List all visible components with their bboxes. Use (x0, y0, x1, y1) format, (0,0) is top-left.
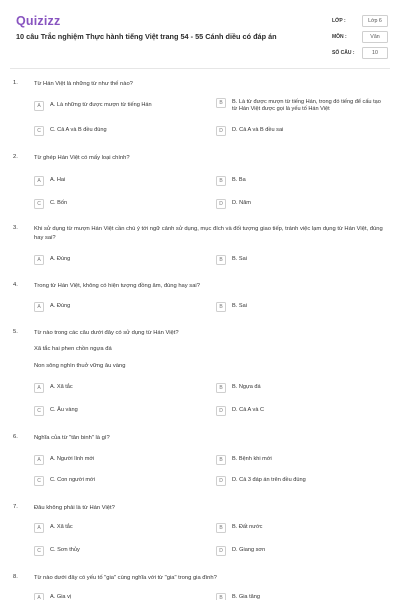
option-b[interactable] (216, 176, 386, 186)
worksheet-title: 10 câu Trắc nghiệm Thực hành tiếng Việt trang 54 - 55 Cánh diều có đáp án (16, 32, 277, 41)
option-letter: B (216, 455, 226, 465)
option-c[interactable] (34, 126, 204, 136)
option-text: B. Ngựa đá (232, 384, 261, 390)
option-a[interactable] (34, 593, 204, 600)
question-text: Từ nào trong các câu dưới đây có sử dụng từ Hán Việt? (34, 330, 179, 336)
question-text: Từ nào dưới đây có yếu tố "gia" cùng nghĩa với từ "gia" trong gia đình? (34, 575, 217, 581)
option-text: C. Con người mới (50, 477, 95, 483)
option-text: C. Âu vàng (50, 407, 78, 413)
option-letter: B (216, 523, 226, 533)
option-d[interactable] (216, 199, 386, 209)
question-text: Trong từ Hán Việt, không có hiện tượng đồng âm, đúng hay sai? (34, 283, 200, 289)
option-letter: C (34, 546, 44, 556)
option-a[interactable] (34, 302, 204, 312)
option-b[interactable] (216, 383, 386, 393)
option-letter: A (34, 176, 44, 186)
option-letter: A (34, 455, 44, 465)
question-text: Đâu không phải là từ Hán Việt? (34, 505, 115, 511)
question-number: 7. (13, 504, 18, 510)
question-text: Khi sử dụng từ mượn Hán Việt cần chú ý tới ngữ cảnh sử dụng, mục đích và đối tượng giao tiếp, tránh việc lạm dụng từ Hán Việt, đúng hay sai? (34, 226, 383, 241)
header-divider (10, 68, 390, 69)
option-text: A. Hai (50, 177, 66, 183)
option-a[interactable] (34, 176, 204, 186)
question-number: 6. (13, 434, 18, 440)
question-number: 4. (13, 282, 18, 288)
meta-value-question-count: 10 (362, 47, 388, 59)
option-text: A. Gia vị (50, 594, 72, 600)
option-text: B. Sai (232, 303, 247, 309)
option-letter: A (34, 523, 44, 533)
option-text: D. Cả A và B đều sai (232, 127, 284, 133)
option-c[interactable] (34, 476, 204, 486)
option-a[interactable] (34, 455, 204, 465)
option-text: C. Cả A và B đều đúng (50, 127, 107, 133)
question-text: Từ Hán Việt là những từ như thế nào? (34, 81, 133, 87)
question-number: 2. (13, 154, 18, 160)
question-2 (0, 154, 400, 214)
option-text: A. Xã tắc (50, 524, 73, 530)
option-c[interactable] (34, 406, 204, 416)
option-letter: A (34, 302, 44, 312)
question-5 (0, 329, 400, 424)
question-6 (0, 434, 400, 494)
option-a[interactable] (34, 101, 204, 111)
option-text: B. Bệnh khi mới (232, 456, 272, 462)
option-b[interactable] (216, 302, 386, 312)
worksheet-meta (332, 14, 388, 62)
option-letter: B (216, 98, 226, 108)
option-d[interactable] (216, 476, 386, 486)
option-d[interactable] (216, 126, 386, 136)
question-number: 1. (13, 80, 18, 86)
option-text: D. Năm (232, 200, 251, 206)
meta-label: MÔN : (332, 33, 347, 40)
option-b[interactable] (216, 593, 386, 600)
question-1 (0, 80, 400, 134)
option-letter: C (34, 406, 44, 416)
worksheet-header (0, 0, 400, 68)
question-text: Từ ghép Hán Việt có mấy loại chính? (34, 155, 130, 161)
option-b[interactable] (216, 255, 386, 265)
meta-row-question-count (332, 46, 388, 59)
question-number: 3. (13, 225, 18, 231)
option-letter: B (216, 255, 226, 265)
option-a[interactable] (34, 383, 204, 393)
option-letter: B (216, 383, 226, 393)
question-number: 8. (13, 574, 18, 580)
question-quote-line: Xã tắc hai phen chồn ngựa đá (34, 346, 112, 352)
question-4 (0, 282, 400, 317)
question-quote-line: Non sông nghìn thuở vững âu vàng (34, 363, 126, 369)
question-3 (0, 225, 400, 270)
option-text: C. Sơn thủy (50, 547, 80, 553)
meta-label: SỐ CÂU : (332, 49, 355, 56)
quizizz-logo: Quizizz (16, 14, 61, 28)
option-text: A. Người lính mới (50, 456, 95, 462)
option-letter: A (34, 593, 44, 600)
option-letter: D (216, 126, 226, 136)
option-letter: C (34, 476, 44, 486)
option-text: B. Đất nước (232, 524, 263, 530)
option-letter: D (216, 546, 226, 556)
meta-row-grade (332, 14, 388, 27)
option-letter: B (216, 302, 226, 312)
option-a[interactable] (34, 255, 204, 265)
question-8 (0, 574, 400, 600)
option-text: B. Là từ được mượn từ tiếng Hán, trong đó tiếng để cấu tạo từ Hán Việt được gọi là yếu tố Hán Việt (232, 99, 381, 113)
meta-label: LỚP : (332, 17, 346, 24)
option-letter: A (34, 255, 44, 265)
option-text: D. Cả 3 đáp án trên đều đúng (232, 477, 306, 483)
option-b[interactable] (216, 523, 386, 533)
option-text: A. Đúng (50, 256, 71, 262)
question-text: Nghĩa của từ "tân binh" là gì? (34, 435, 110, 441)
meta-row-subject (332, 30, 388, 43)
option-a[interactable] (34, 523, 204, 533)
option-d[interactable] (216, 406, 386, 416)
question-7 (0, 504, 400, 564)
option-letter: D (216, 406, 226, 416)
option-letter: D (216, 199, 226, 209)
question-number: 5. (13, 329, 18, 335)
meta-value-subject: Văn (362, 31, 388, 43)
option-letter: C (34, 126, 44, 136)
option-b[interactable] (216, 455, 386, 465)
option-letter: D (216, 476, 226, 486)
option-d[interactable] (216, 546, 386, 556)
option-letter: C (34, 199, 44, 209)
option-text: B. Gia tăng (232, 594, 260, 600)
option-c[interactable] (34, 199, 204, 209)
option-text: C. Bốn (50, 200, 68, 206)
option-text: A. Xã tắc (50, 384, 73, 390)
option-text: D. Giang sơn (232, 547, 266, 553)
option-letter: A (34, 101, 44, 111)
option-b[interactable] (216, 98, 386, 114)
option-letter: A (34, 383, 44, 393)
option-letter: B (216, 593, 226, 600)
meta-value-grade: Lớp 6 (362, 15, 388, 27)
option-c[interactable] (34, 546, 204, 556)
option-letter: B (216, 176, 226, 186)
option-text: A. Đúng (50, 303, 71, 309)
option-text: A. Là những từ được mượn từ tiếng Hán (50, 102, 152, 108)
option-text: B. Sai (232, 256, 247, 262)
option-text: D. Cả A và C (232, 407, 265, 413)
option-text: B. Ba (232, 177, 246, 183)
